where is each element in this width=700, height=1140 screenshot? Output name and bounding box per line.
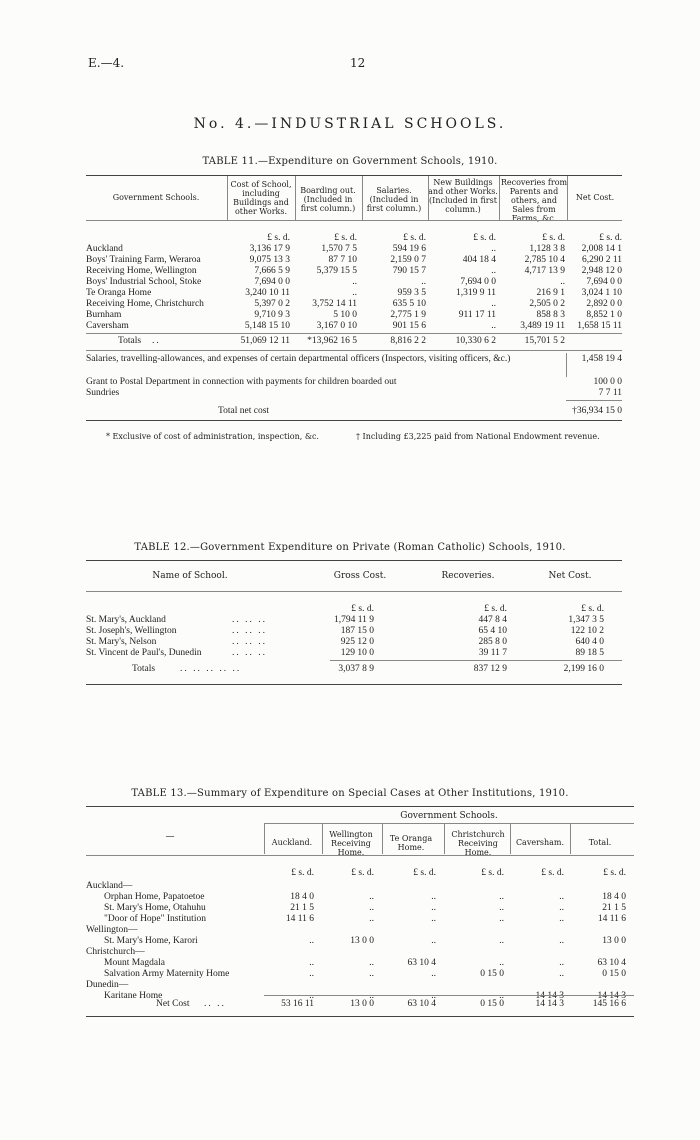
cell-wellington: .. [369, 903, 374, 913]
school-name: Caversham [86, 321, 129, 331]
cell-net: 8,852 1 0 [586, 310, 622, 320]
units-label: £ s. d. [541, 868, 564, 878]
units-label: £ s. d. [267, 233, 290, 243]
units-label: £ s. d. [473, 233, 496, 243]
table12-caption: TABLE 12.—Government Expenditure on Private (Roman Catholic) Schools, 1910. [134, 542, 566, 553]
cell-christchurch: .. [499, 892, 504, 902]
cell-cost: 9,075 13 3 [249, 255, 290, 265]
extra-salaries-text: Salaries, travelling-allowances, and expenses of certain departmental officers (Inspectors, visiting officers, &c.) [86, 354, 511, 364]
cell-boarding: 5 10 0 [333, 310, 357, 320]
cell-wellington: .. [369, 991, 374, 1001]
cell-total: 13 0 0 [602, 936, 626, 946]
totals-newbuild: 10,330 6 2 [455, 336, 496, 346]
cell-teoranga: .. [431, 903, 436, 913]
totals-boarding: *13,962 16 5 [307, 336, 357, 346]
cell-auckland: .. [309, 991, 314, 1001]
table11-header-newbuild: New Buildings and other Works. (Included in first column.) [428, 178, 498, 214]
cell-newbuild: 404 18 4 [462, 255, 496, 265]
page-number: 12 [350, 56, 366, 70]
cell-net: 1,658 15 11 [577, 321, 622, 331]
cell-newbuild: 7,694 0 0 [460, 277, 496, 287]
cell-boarding: .. [352, 288, 357, 298]
cell-net: 6,290 2 11 [581, 255, 622, 265]
cell-christchurch: .. [499, 936, 504, 946]
total-net-label: Total net cost [218, 406, 270, 416]
cell-teoranga: .. [431, 991, 436, 1001]
cell-wellington: .. [369, 958, 374, 968]
table11-col-divider [428, 176, 429, 220]
institution-label: Dunedin— [86, 980, 129, 990]
table13-header-dash: — [165, 832, 175, 842]
cell-wellington: 13 0 0 [350, 936, 374, 946]
cell-total: 0 15 0 [602, 969, 626, 979]
cell-recoveries: .. [560, 277, 565, 287]
school-name: Auckland [86, 244, 123, 254]
totals-wellington: 13 0 0 [350, 999, 374, 1009]
units-label: £ s. d. [403, 233, 426, 243]
units-label: £ s. d. [351, 604, 374, 614]
units-label: £ s. d. [542, 233, 565, 243]
extra-grant-value: 100 0 0 [593, 377, 622, 387]
cell-auckland: .. [309, 958, 314, 968]
table11-col-divider [227, 176, 228, 220]
units-label: £ s. d. [481, 868, 504, 878]
table-row [0, 648, 700, 659]
leader-dots: .. .. .. .. .. [180, 664, 242, 674]
school-name: St. Mary's, Auckland [86, 615, 166, 625]
totals-christchurch: 0 15 0 [480, 999, 504, 1009]
units-label: £ s. d. [581, 604, 604, 614]
cell-newbuild: 911 17 11 [458, 310, 496, 320]
cell-net: 640 4 0 [575, 637, 604, 647]
table11-col-divider [499, 176, 500, 220]
table13-bottom-rule [86, 1016, 634, 1017]
cell-recoveries: 858 8 3 [536, 310, 565, 320]
cell-cost: 5,148 15 10 [244, 321, 290, 331]
table13-col-divider [570, 824, 571, 854]
table12-sum-rule [330, 660, 622, 661]
cell-wellington: .. [369, 969, 374, 979]
cell-recoveries: 447 8 4 [478, 615, 507, 625]
cell-recoveries: 1,128 3 8 [529, 244, 565, 254]
table13-caption: TABLE 13.—Summary of Expenditure on Special Cases at Other Institutions, 1910. [131, 788, 569, 799]
cell-caversham: .. [559, 969, 564, 979]
cell-teoranga: .. [431, 969, 436, 979]
section-title: No. 4.—INDUSTRIAL SCHOOLS. [193, 116, 507, 132]
cell-recoveries: 65 4 10 [478, 626, 507, 636]
institution-label: Orphan Home, Papatoetoe [104, 892, 205, 902]
table-row [0, 615, 700, 626]
table11-header-recoveries: Recoveries from Parents and others, and Sales from Farms, &c. [500, 178, 568, 223]
cell-christchurch: 0 15 0 [480, 969, 504, 979]
table12-header-gross: Gross Cost. [333, 571, 387, 581]
cell-recoveries: 2,505 0 2 [529, 299, 565, 309]
institution-label: Wellington— [86, 925, 138, 935]
cell-wellington: .. [369, 892, 374, 902]
cell-christchurch: .. [499, 991, 504, 1001]
cell-total: 18 4 0 [602, 892, 626, 902]
institution-label: Karitane Home [104, 991, 163, 1001]
units-label: £ s. d. [413, 868, 436, 878]
cell-total: 63 10 4 [597, 958, 626, 968]
totals-total: 145 16 6 [592, 999, 626, 1009]
cell-gross: 925 12 0 [340, 637, 374, 647]
institution-label: St. Mary's Home, Karori [104, 936, 198, 946]
table13-group-rule [264, 823, 634, 824]
table12-header-rule [86, 591, 622, 592]
table-row [0, 958, 700, 969]
table13-group-header: Government Schools. [400, 811, 498, 821]
school-name: St. Joseph's, Wellington [86, 626, 177, 636]
cell-christchurch: .. [499, 914, 504, 924]
cell-salaries: .. [421, 277, 426, 287]
leader-dots: .. [152, 336, 161, 346]
table13-header-total: Total. [588, 838, 612, 847]
table-row [0, 626, 700, 637]
totals-caversham: 14 14 3 [535, 999, 564, 1009]
cell-recoveries: 4,717 13 9 [524, 266, 565, 276]
table11-col-divider [362, 176, 363, 220]
cell-boarding: 3,752 14 11 [312, 299, 357, 309]
cell-net: 2,948 12 0 [581, 266, 622, 276]
cell-total: 14 14 3 [597, 991, 626, 1001]
cell-cost: 7,666 5 9 [254, 266, 290, 276]
table-row [0, 914, 700, 925]
cell-teoranga: 63 10 4 [407, 958, 436, 968]
totals-net: 2,199 16 0 [563, 664, 604, 674]
totals-gross: 3,037 8 9 [338, 664, 374, 674]
cell-total: 21 1 5 [602, 903, 626, 913]
table13-totals-row [0, 999, 700, 1010]
cell-auckland: 18 4 0 [290, 892, 314, 902]
cell-gross: 187 15 0 [340, 626, 374, 636]
table11-bottom-rule [86, 420, 622, 421]
cell-newbuild: 1,319 9 11 [455, 288, 496, 298]
table-row [0, 947, 700, 958]
table-row [0, 266, 700, 277]
table13-col-divider [264, 824, 265, 854]
cell-net: 3,024 1 10 [581, 288, 622, 298]
leader-dots: .. .. .. [232, 615, 267, 625]
table13-col-divider [322, 824, 323, 854]
table13-header-auckland: Auckland. [271, 838, 313, 847]
table-row [0, 903, 700, 914]
cell-salaries: 635 5 10 [392, 299, 426, 309]
totals-label: Totals [118, 336, 142, 346]
cell-teoranga: .. [431, 936, 436, 946]
table-row [0, 892, 700, 903]
table-row [0, 925, 700, 936]
cell-auckland: 21 1 5 [290, 903, 314, 913]
table11-header-net: Net Cost. [575, 193, 615, 202]
table11-units-row [0, 233, 700, 244]
cell-boarding: .. [352, 277, 357, 287]
totals-label: Totals [132, 664, 156, 674]
extra-divider [566, 353, 567, 377]
cell-salaries: 901 15 6 [392, 321, 426, 331]
units-label: £ s. d. [291, 868, 314, 878]
school-name: St. Mary's, Nelson [86, 637, 157, 647]
cell-net: 1,347 3 5 [568, 615, 604, 625]
cell-teoranga: .. [431, 914, 436, 924]
extra-sundries-value: 7 7 11 [598, 388, 622, 398]
school-name: Te Oranga Home [86, 288, 152, 298]
table13-col-divider [444, 824, 445, 854]
table12-units-row [0, 604, 700, 615]
table11-top-rule [86, 175, 622, 176]
leader-dots: .. .. .. [232, 637, 267, 647]
cell-christchurch: .. [499, 903, 504, 913]
cell-caversham: .. [559, 936, 564, 946]
institution-label: Mount Magdala [104, 958, 165, 968]
cell-caversham: .. [559, 892, 564, 902]
table-row [0, 288, 700, 299]
cell-salaries: 2,159 0 7 [390, 255, 426, 265]
table11-header-cost: Cost of School, including Buildings and other Works. [230, 180, 292, 216]
footnote-1: * Exclusive of cost of administration, inspection, &c. [106, 432, 319, 441]
cell-gross: 129 10 0 [340, 648, 374, 658]
cell-net: 122 10 2 [570, 626, 604, 636]
table13-header-wellington: Wellington Receiving Home. [329, 830, 373, 857]
table12-top-rule [86, 560, 622, 561]
leader-dots: .. .. .. [232, 626, 267, 636]
table-row [0, 310, 700, 321]
cell-newbuild: .. [491, 321, 496, 331]
net-sum-rule [566, 400, 622, 401]
cell-salaries: 959 3 5 [397, 288, 426, 298]
units-label: £ s. d. [599, 233, 622, 243]
table13-header-caversham: Caversham. [515, 838, 565, 847]
totals-recoveries: 15,701 5 2 [524, 336, 565, 346]
cell-teoranga: .. [431, 892, 436, 902]
table13-header-rule [86, 855, 634, 856]
table13-col-divider [382, 824, 383, 854]
cell-newbuild: .. [491, 244, 496, 254]
cell-caversham: 14 14 3 [535, 991, 564, 1001]
cell-boarding: 87 7 10 [328, 255, 357, 265]
table11-header-school: Government Schools. [112, 193, 200, 202]
totals-teoranga: 63 10 4 [407, 999, 436, 1009]
table11-col-divider [295, 176, 296, 220]
cell-boarding: 5,379 15 5 [316, 266, 357, 276]
cell-wellington: .. [369, 914, 374, 924]
totals-cost: 51,069 12 11 [240, 336, 290, 346]
cell-net: 89 18 5 [575, 648, 604, 658]
cell-recoveries: 285 8 0 [478, 637, 507, 647]
table-row [0, 980, 700, 991]
leader-dots: .. .. .. [232, 648, 267, 658]
cell-gross: 1,794 11 9 [333, 615, 374, 625]
school-name: Boys' Industrial School, Stoke [86, 277, 202, 287]
units-label: £ s. d. [484, 604, 507, 614]
cell-cost: 3,136 17 9 [249, 244, 290, 254]
cell-newbuild: .. [491, 299, 496, 309]
cell-cost: 9,710 9 3 [254, 310, 290, 320]
total-net-value: †36,934 15 0 [572, 406, 622, 416]
table13-top-rule [86, 806, 634, 807]
units-label: £ s. d. [351, 868, 374, 878]
cell-caversham: .. [559, 903, 564, 913]
table-row [0, 299, 700, 310]
cell-auckland: .. [309, 969, 314, 979]
cell-net: 7,694 0 0 [586, 277, 622, 287]
table11-header-boarding: Boarding out. (Included in first column.) [300, 186, 356, 213]
table13-header-christchurch: Christchurch Receiving Home. [451, 830, 505, 857]
cell-salaries: 790 15 7 [392, 266, 426, 276]
table-row [0, 255, 700, 266]
table-row [0, 936, 700, 947]
school-name: Receiving Home, Christchurch [86, 299, 204, 309]
table11-header-rule [86, 220, 622, 221]
table-row [0, 637, 700, 648]
table12-header-recoveries: Recoveries. [441, 571, 495, 581]
table-row [0, 244, 700, 255]
school-name: Boys' Training Farm, Weraroa [86, 255, 201, 265]
totals-label: Net Cost [156, 999, 190, 1009]
cell-christchurch: .. [499, 958, 504, 968]
table11-totals-rule [86, 333, 622, 334]
cell-caversham: .. [559, 914, 564, 924]
cell-cost: 3,240 10 11 [245, 288, 290, 298]
cell-recoveries: 2,785 10 4 [524, 255, 565, 265]
table12-bottom-rule [86, 684, 622, 685]
totals-auckland: 53 16 11 [281, 999, 314, 1009]
institution-label: Christchurch— [86, 947, 145, 957]
institution-label: "Door of Hope" Institution [104, 914, 206, 924]
table11-col-divider [567, 176, 568, 220]
cell-boarding: 3,167 0 10 [316, 321, 357, 331]
table11-totals-row [0, 336, 700, 347]
institution-label: Auckland— [86, 881, 133, 891]
totals-salaries: 8,816 2 2 [390, 336, 426, 346]
cell-boarding: 1,570 7 5 [321, 244, 357, 254]
extra-grant-text: Grant to Postal Department in connection with payments for children boarded out [86, 377, 397, 387]
cell-auckland: 14 11 6 [285, 914, 314, 924]
extra-sundries-text: Sundries [86, 388, 120, 398]
cell-total: 14 11 6 [597, 914, 626, 924]
table13-col-divider [510, 824, 511, 854]
table-row [0, 277, 700, 288]
extra-salaries-value: 1,458 19 4 [581, 354, 622, 364]
institution-label: St. Mary's Home, Otahuhu [104, 903, 206, 913]
school-name: St. Vincent de Paul's, Dunedin [86, 648, 202, 658]
table12-header-name: Name of School. [152, 571, 228, 581]
cell-salaries: 594 19 6 [392, 244, 426, 254]
cell-caversham: .. [559, 958, 564, 968]
cell-auckland: .. [309, 936, 314, 946]
table-row [0, 881, 700, 892]
leader-dots: .. .. [204, 999, 226, 1009]
cell-cost: 7,694 0 0 [254, 277, 290, 287]
school-name: Burnham [86, 310, 122, 320]
cell-net: 2,892 0 0 [586, 299, 622, 309]
page-reference: E.—4. [88, 56, 125, 70]
units-label: £ s. d. [334, 233, 357, 243]
cell-recoveries: 39 11 7 [478, 648, 507, 658]
table-row [0, 969, 700, 980]
table11-header-salaries: Salaries. (Included in first column.) [366, 186, 422, 213]
table11-totals-bottom-rule [86, 350, 622, 351]
cell-recoveries: 216 9 1 [536, 288, 565, 298]
units-label: £ s. d. [603, 868, 626, 878]
table-row [0, 321, 700, 332]
table12-header-net: Net Cost. [548, 571, 592, 581]
institution-label: Salvation Army Maternity Home [104, 969, 230, 979]
cell-cost: 5,397 0 2 [254, 299, 290, 309]
school-name: Receiving Home, Wellington [86, 266, 197, 276]
cell-recoveries: 3,489 19 11 [520, 321, 565, 331]
table12-totals-row [0, 664, 700, 675]
table13-sum-rule [264, 995, 634, 996]
footnote-2: † Including £3,225 paid from National Endowment revenue. [356, 432, 600, 441]
cell-net: 2,008 14 1 [581, 244, 622, 254]
table13-header-teoranga: Te Oranga Home. [389, 834, 433, 852]
totals-recoveries: 837 12 9 [473, 664, 507, 674]
table11-caption: TABLE 11.—Expenditure on Government Schools, 1910. [202, 156, 498, 167]
cell-newbuild: .. [491, 266, 496, 276]
table13-units-row [0, 868, 700, 879]
cell-salaries: 2,775 1 9 [390, 310, 426, 320]
